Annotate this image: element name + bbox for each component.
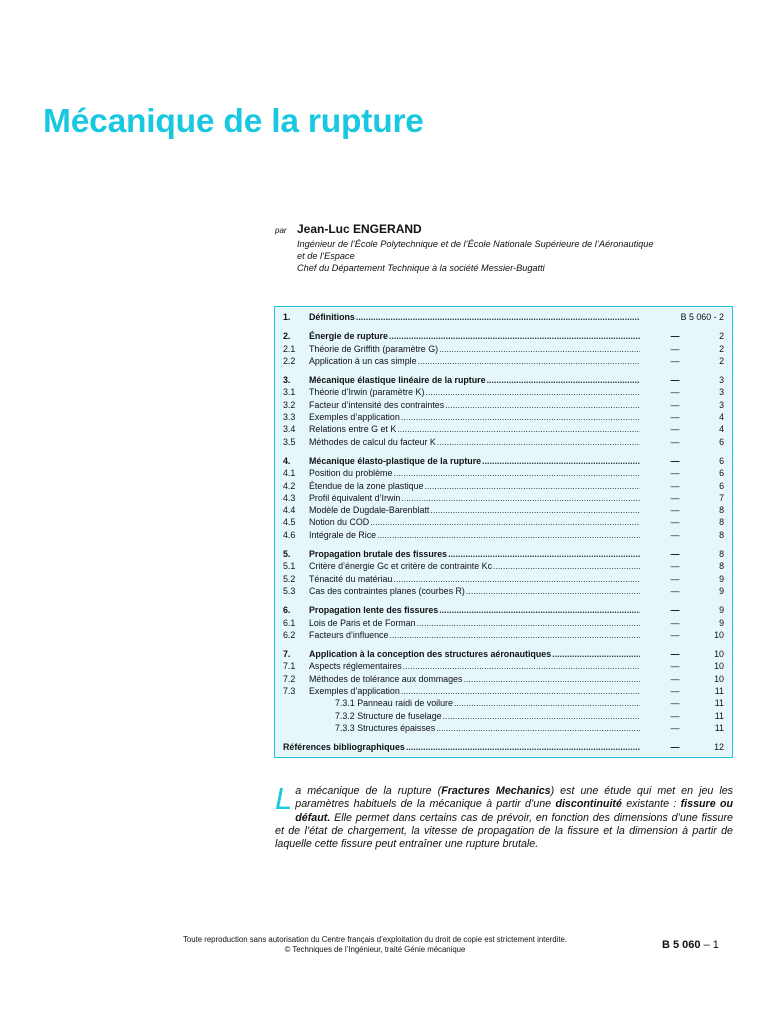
document-code: B 5 060 (662, 939, 701, 951)
toc-entry-title: Théorie de Griffith (paramètre G) (309, 343, 439, 354)
toc-entry[interactable] (283, 685, 724, 697)
toc-entry[interactable] (283, 573, 724, 585)
toc-entry-title: Exemples d’application (309, 412, 400, 423)
toc-dash: — (670, 686, 680, 697)
toc-page-number: 6 (719, 455, 724, 466)
affiliation-line: Ingénieur de l’École Polytechnique et de l’École Nationale Supérieure de l’Aéronautique (297, 239, 654, 249)
toc-entry-number: 4.1 (283, 468, 296, 479)
abstract-paragraph (275, 781, 734, 851)
copyright-notice (140, 935, 610, 954)
toc-entry[interactable] (283, 504, 724, 516)
toc-entry-number: 5.2 (283, 573, 296, 584)
dot-leader (389, 629, 640, 641)
toc-entry-number: 3.4 (283, 424, 296, 435)
dot-leader (454, 697, 640, 709)
toc-entry-number: 4.4 (283, 505, 296, 516)
toc-entry-number: 2.2 (283, 355, 296, 366)
toc-entry-title: Propagation lente des fissures (309, 605, 439, 616)
dot-leader (401, 492, 640, 504)
toc-page-number: 8 (719, 561, 724, 572)
page-number: – 1 (700, 939, 719, 951)
author-affiliation (297, 238, 735, 274)
toc-page-number: 4 (719, 412, 724, 423)
toc-page-number: 10 (714, 673, 724, 684)
toc-entry-title: Modèle de Dugdale-Barenblatt (309, 505, 430, 516)
toc-entry[interactable] (283, 710, 724, 722)
author-prefix: par (275, 226, 287, 235)
toc-entry-title: Facteurs d’influence (309, 629, 389, 640)
abstract-emphasis: fissure ou défaut. (295, 798, 733, 824)
toc-entry[interactable] (283, 436, 724, 448)
toc-entry-title: Propagation brutale des fissures (309, 549, 448, 560)
toc-entry[interactable] (283, 697, 724, 709)
toc-page-number: 6 (719, 480, 724, 491)
document-title: Mécanique de la rupture (43, 103, 424, 140)
toc-entry-title: Facteur d’intensité des contraintes (309, 399, 445, 410)
toc-page-number: 8 (719, 505, 724, 516)
toc-page-number: 3 (719, 399, 724, 410)
dot-leader (424, 480, 640, 492)
abstract-text: Elle permet dans certains cas de prévoir, en fonction des dimensions d’une fissure et de l’état de chargement, la vitesse de propagation de la fissure et la dimension à partir de laquelle cette fissure peut entraîner une rupture brutale. (275, 811, 733, 851)
toc-entry[interactable] (283, 423, 724, 435)
toc-section (283, 741, 724, 753)
toc-entry[interactable] (283, 516, 724, 528)
dot-leader (377, 529, 640, 541)
toc-entry-number: 4.2 (283, 480, 296, 491)
toc-entry-number: 7.3 (283, 686, 296, 697)
toc-entry-title: 7.3.3 Structures épaisses (335, 722, 436, 733)
toc-dash: — (670, 617, 680, 628)
toc-page-number: 6 (719, 436, 724, 447)
toc-entry-number: 3.5 (283, 436, 296, 447)
toc-entry[interactable] (283, 722, 724, 734)
author-block (275, 222, 735, 274)
toc-entry-title: Définitions (309, 312, 355, 322)
abstract-emphasis: Fractures Mechanics (441, 785, 551, 797)
dot-leader (393, 467, 640, 479)
toc-entry-number: 5.1 (283, 561, 296, 572)
toc-dash: — (670, 492, 680, 503)
dot-leader (401, 411, 640, 423)
toc-entry-number: 7. (283, 649, 291, 660)
toc-entry-number: 3.3 (283, 412, 296, 423)
toc-entry[interactable] (283, 629, 724, 641)
toc-page-number: 8 (719, 549, 724, 560)
toc-dash: — (670, 412, 680, 423)
dot-leader (403, 660, 640, 672)
dot-leader (439, 343, 640, 355)
toc-page-number: 3 (719, 387, 724, 398)
toc-entry-number: 5. (283, 549, 291, 560)
dot-leader (552, 648, 640, 660)
toc-page-number: 4 (719, 424, 724, 435)
toc-section (283, 311, 724, 323)
toc-entry[interactable] (283, 617, 724, 629)
toc-entry-number: 6.1 (283, 617, 296, 628)
toc-entry-number: 7.2 (283, 673, 296, 684)
dot-leader (466, 585, 640, 597)
dot-leader (448, 548, 640, 560)
toc-section (283, 604, 724, 641)
toc-page-number: 6 (719, 468, 724, 479)
toc-page-number: 11 (714, 722, 724, 733)
toc-entry-number: 5.3 (283, 585, 296, 596)
toc-entry-title: Cas des contraintes planes (courbes R) (309, 585, 465, 596)
toc-entry-title: Lois de Paris et de Forman (309, 617, 416, 628)
toc-dash: — (670, 436, 680, 447)
toc-section (283, 374, 724, 448)
toc-page-number: 10 (714, 629, 724, 640)
toc-page-number: 12 (714, 742, 724, 753)
toc-page-number: 8 (719, 529, 724, 540)
toc-entry-title: Mécanique élasto-plastique de la rupture (309, 455, 482, 466)
toc-entry-title: Exemples d’application (309, 686, 400, 697)
toc-page-number: 7 (719, 492, 724, 503)
dot-leader (493, 560, 640, 572)
toc-entry-number: 4.6 (283, 529, 296, 540)
toc-dash: — (670, 605, 680, 616)
toc-entry[interactable] (283, 330, 724, 342)
toc-entry-title: Intégrale de Rice (309, 529, 377, 540)
toc-page-number: 8 (719, 517, 724, 528)
toc-page-number: 2 (719, 331, 724, 342)
toc-entry-number: 4. (283, 455, 291, 466)
dot-leader (417, 617, 640, 629)
abstract-emphasis: discontinuité (555, 798, 622, 811)
toc-dash: — (670, 561, 680, 572)
toc-dash: — (670, 649, 680, 660)
dot-leader (397, 423, 640, 435)
toc-section (283, 648, 724, 734)
toc-entry-title: Profil équivalent d’Irwin (309, 492, 401, 503)
toc-page-number: 9 (719, 605, 724, 616)
toc-entry[interactable] (283, 660, 724, 672)
toc-dash: — (670, 424, 680, 435)
toc-entry[interactable] (283, 386, 724, 398)
toc-entry-number: 1. (283, 312, 291, 322)
toc-page-number: 11 (714, 686, 724, 697)
toc-entry-number: 2. (283, 331, 291, 342)
toc-dash: — (670, 698, 680, 709)
affiliation-line: Chef du Département Technique à la société Messier-Bugatti (297, 263, 545, 273)
dot-leader (406, 741, 640, 753)
toc-entry-title: Application à la conception des structures aéronautiques (309, 649, 552, 660)
dot-leader (463, 673, 640, 685)
toc-dash: — (670, 343, 680, 354)
toc-entry-title: Mécanique élastique linéaire de la rupture (309, 375, 486, 386)
dot-leader (389, 330, 640, 342)
toc-entry-title: Notion du COD (309, 517, 370, 528)
table-of-contents (274, 306, 733, 758)
toc-dash: — (670, 742, 680, 753)
toc-entry[interactable] (283, 673, 724, 685)
toc-entry[interactable] (283, 741, 724, 753)
toc-dash: — (670, 673, 680, 684)
abstract-text: existante : (621, 798, 681, 811)
toc-dash: — (670, 399, 680, 410)
affiliation-line: et de l’Espace (297, 251, 355, 261)
toc-section (283, 455, 724, 541)
toc-entry[interactable] (283, 374, 724, 386)
toc-entry-title: Aspects réglementaires (309, 661, 402, 672)
toc-entry[interactable] (283, 529, 724, 541)
toc-dash: — (670, 355, 680, 366)
toc-page-number: 9 (719, 585, 724, 596)
toc-dash: — (670, 529, 680, 540)
toc-dash: — (670, 331, 680, 342)
toc-dash: — (670, 629, 680, 640)
dot-leader (401, 685, 640, 697)
toc-dash: — (670, 480, 680, 491)
toc-entry-title: Critère d’énergie Gc et critère de contrainte Kc (309, 561, 493, 572)
toc-entry[interactable] (283, 467, 724, 479)
abstract-text: ) est une étude qui met en jeu les paramètres habituels de la mécanique à partir d’une (295, 785, 734, 811)
toc-dash: — (670, 722, 680, 733)
toc-page-number: B 5 060 - 2 (680, 312, 724, 322)
toc-page-number: 3 (719, 375, 724, 386)
toc-entry-number: 6. (283, 605, 291, 616)
toc-entry[interactable] (283, 585, 724, 597)
toc-entry[interactable] (283, 492, 724, 504)
toc-entry-title: Méthodes de calcul du facteur K (309, 436, 436, 447)
toc-page-number: 9 (719, 573, 724, 584)
toc-dash: — (670, 549, 680, 560)
toc-entry-title: 7.3.2 Structure de fuselage (335, 710, 442, 721)
toc-dash: — (670, 468, 680, 479)
toc-page-number: 2 (719, 343, 724, 354)
toc-page-number: 9 (719, 617, 724, 628)
toc-entry-number: 7.1 (283, 661, 296, 672)
dot-leader (439, 604, 640, 616)
toc-entry[interactable] (283, 399, 724, 411)
author-name: Jean-Luc ENGERAND (297, 222, 422, 236)
dot-leader (482, 455, 640, 467)
page-reference (662, 939, 719, 951)
toc-dash: — (670, 505, 680, 516)
dot-leader (436, 722, 640, 734)
dot-leader (430, 504, 640, 516)
toc-dash: — (670, 387, 680, 398)
toc-entry-number: 3.1 (283, 387, 296, 398)
dot-leader (445, 399, 640, 411)
toc-entry-number: 4.3 (283, 492, 296, 503)
toc-entry-title: Position du problème (309, 468, 393, 479)
toc-entry[interactable] (283, 560, 724, 572)
copyright-line: Toute reproduction sans autorisation du Centre français d’exploitation du droit de copie est strictement interdite. (183, 935, 567, 944)
toc-entry-title: Méthodes de tolérance aux dommages (309, 673, 463, 684)
toc-entry[interactable] (283, 480, 724, 492)
toc-page-number: 10 (714, 661, 724, 672)
dot-leader (425, 386, 640, 398)
toc-entry-title: Théorie d’Irwin (paramètre K) (309, 387, 425, 398)
copyright-line: © Techniques de l’Ingénieur, traité Génie mécanique (284, 944, 466, 954)
toc-entry-title: Ténacité du matériau (309, 573, 393, 584)
toc-entry[interactable] (283, 411, 724, 423)
toc-page-number: 11 (714, 710, 724, 721)
toc-entry[interactable] (283, 343, 724, 355)
toc-dash: — (670, 573, 680, 584)
toc-entry[interactable] (283, 455, 724, 467)
toc-entry-title: 7.3.1 Panneau raidi de voilure (335, 698, 453, 709)
toc-entry-title: Étendue de la zone plastique (309, 480, 424, 491)
toc-entry-number: 3.2 (283, 399, 296, 410)
toc-dash: — (670, 585, 680, 596)
toc-entry[interactable] (283, 311, 724, 323)
dot-leader (437, 436, 640, 448)
abstract-text: a mécanique de la rupture ( (295, 785, 442, 797)
toc-dash: — (670, 455, 680, 466)
dot-leader (418, 355, 640, 367)
dot-leader (356, 311, 640, 323)
toc-entry-number: 2.1 (283, 343, 296, 354)
toc-entry[interactable] (283, 548, 724, 560)
toc-entry[interactable] (283, 355, 724, 367)
dot-leader (443, 710, 640, 722)
toc-entry-title: Relations entre G et K (309, 424, 397, 435)
dot-leader (370, 516, 640, 528)
toc-entry[interactable] (283, 604, 724, 616)
toc-page-number: 2 (719, 355, 724, 366)
toc-entry-number: 6.2 (283, 629, 296, 640)
dot-leader (393, 573, 640, 585)
toc-dash: — (670, 517, 680, 528)
toc-entry-number: 4.5 (283, 517, 296, 528)
toc-section (283, 548, 724, 597)
toc-section (283, 330, 724, 367)
toc-entry-title: Application à un cas simple (309, 355, 417, 366)
toc-dash: — (670, 661, 680, 672)
dot-leader (487, 374, 640, 386)
toc-entry[interactable] (283, 648, 724, 660)
toc-entry-title: Énergie de rupture (309, 331, 388, 342)
toc-page-number: 10 (714, 649, 724, 660)
drop-cap: L (275, 781, 293, 816)
toc-page-number: 11 (714, 698, 724, 709)
toc-dash: — (670, 375, 680, 386)
toc-dash: — (670, 710, 680, 721)
toc-entry-number: 3. (283, 375, 291, 386)
toc-entry-title: Références bibliographiques (283, 742, 405, 753)
